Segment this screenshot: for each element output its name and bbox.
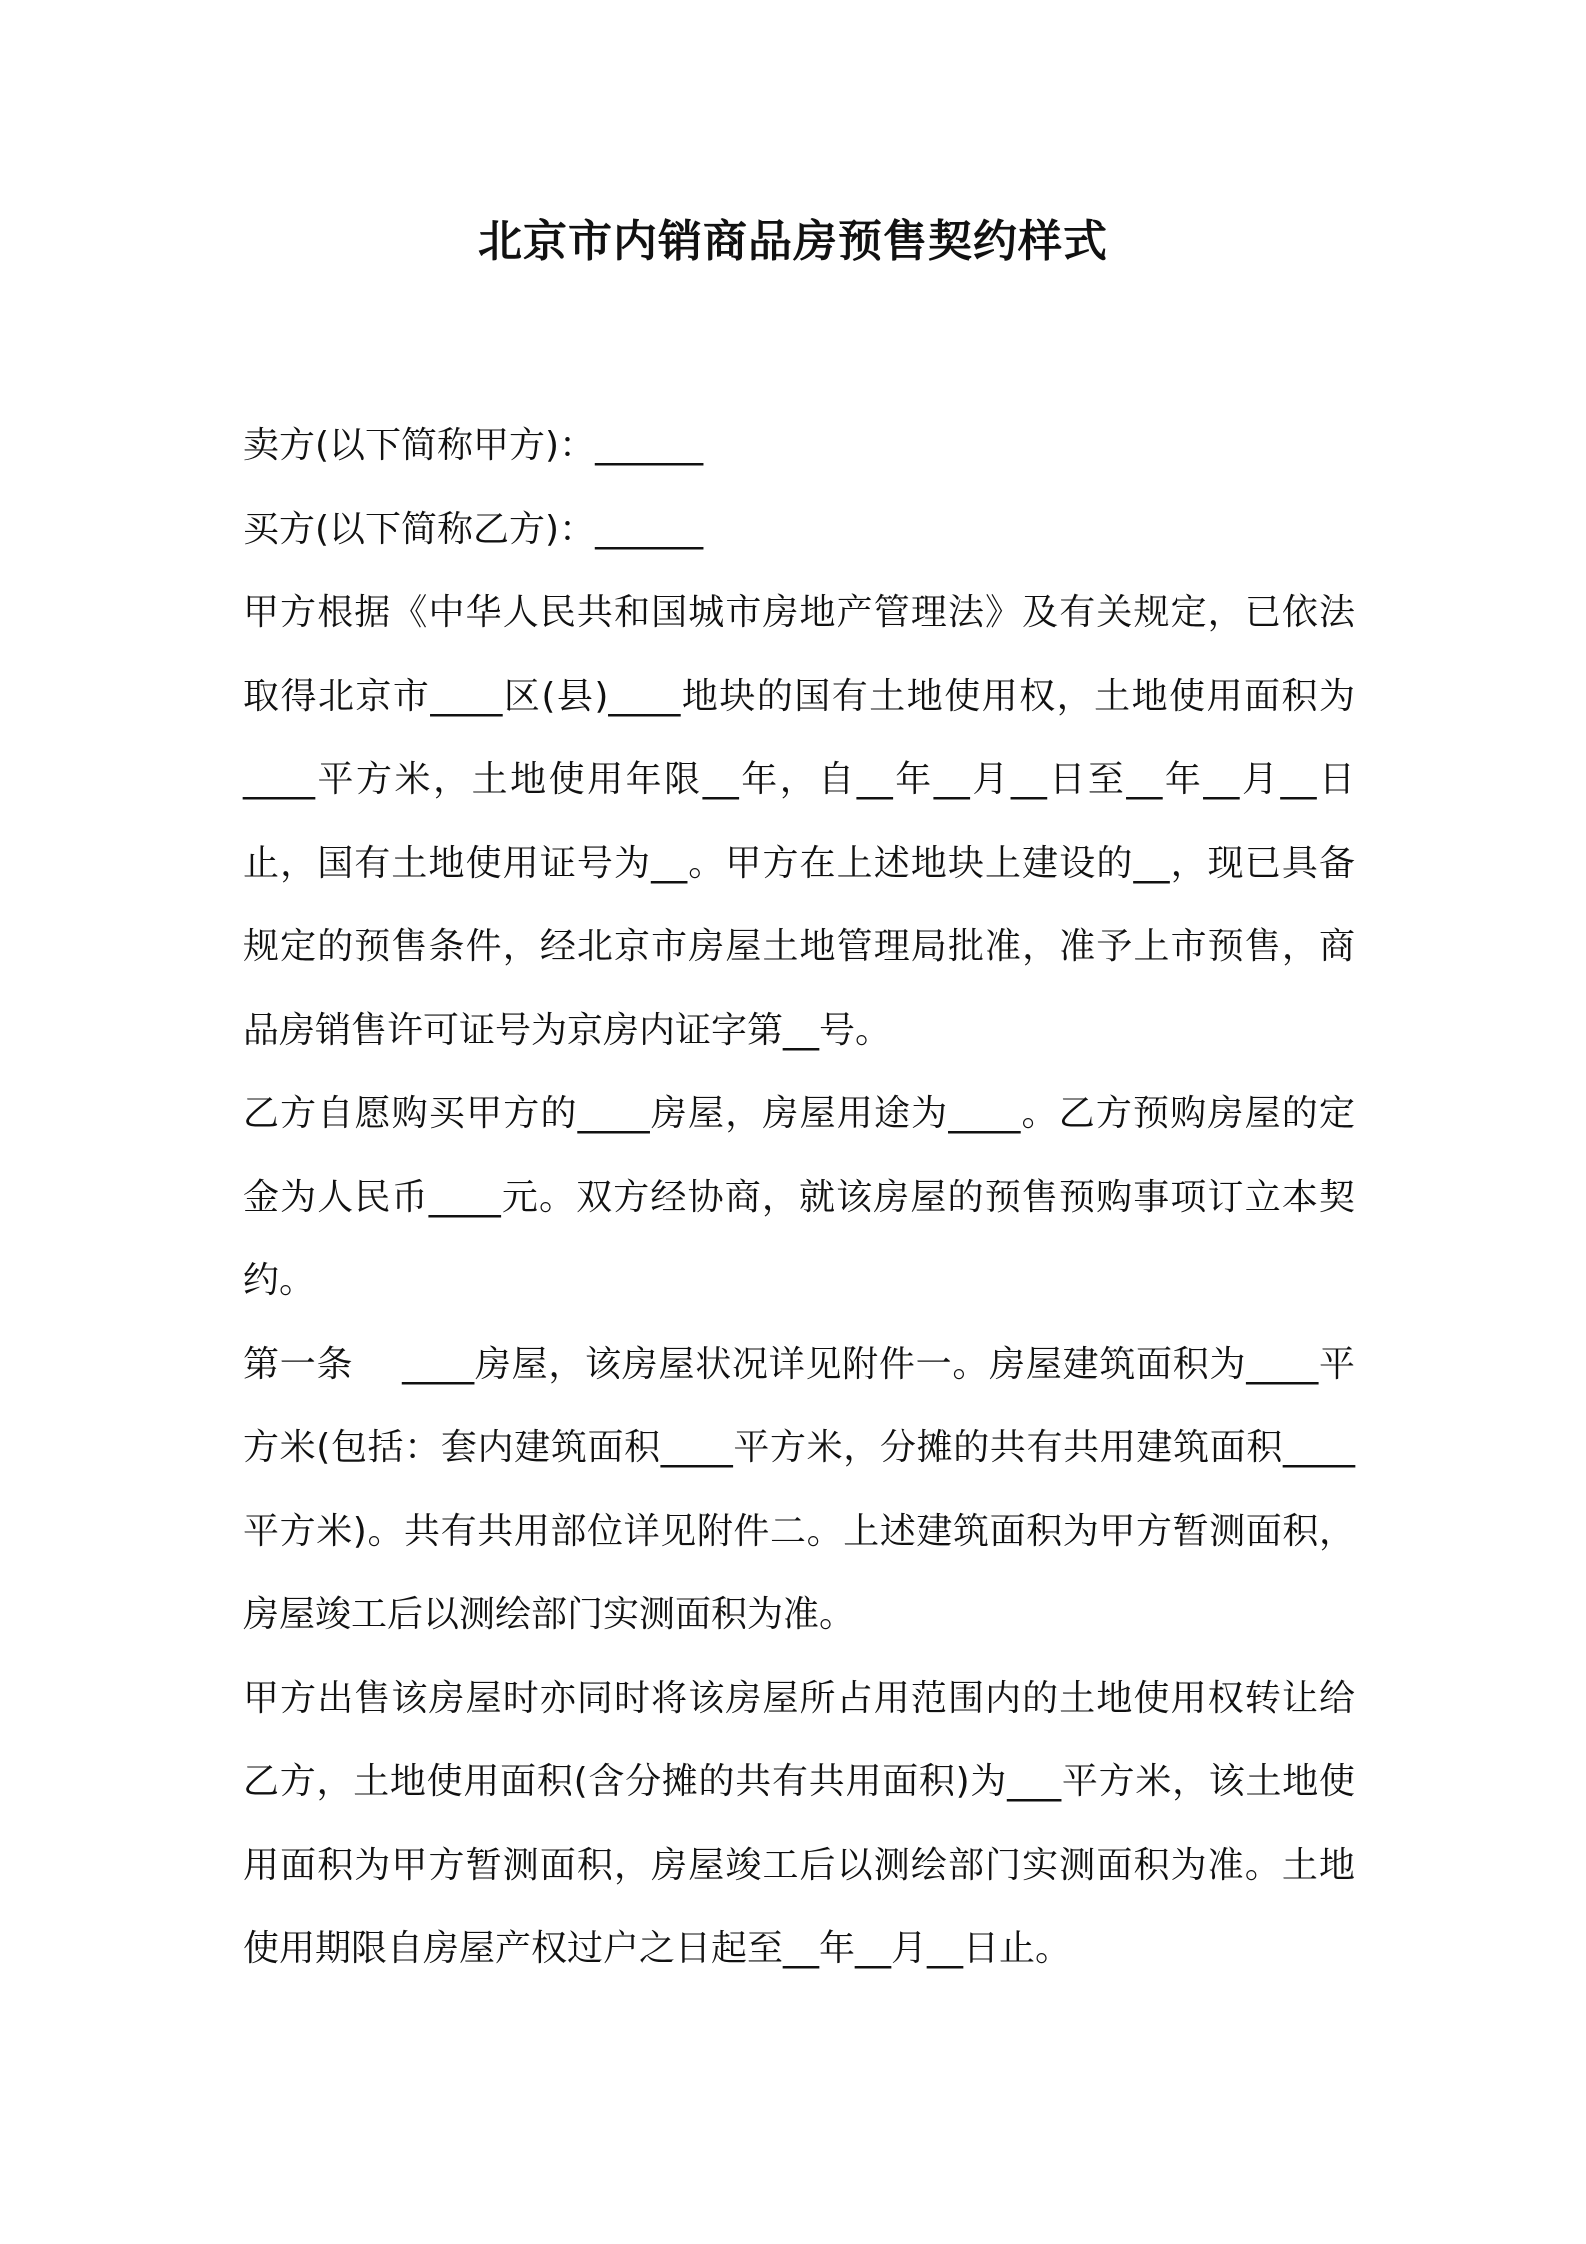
seller-line: 卖方(以下简称甲方)：______ [243, 425, 704, 466]
buyer-line: 买方(以下简称乙方)：______ [243, 508, 704, 550]
document-body [243, 404, 1355, 1991]
document-title: 北京市内销商品房预售契约样式 [478, 216, 1108, 267]
land-use-paragraph: 甲方根据《中华人民共和国城市房地产管理法》及有关规定，已依法取得北京市____区(县)____地块的国有土地使用权，土地使用面积为____平方米，土地使用年限__年，自__年__月__日至__年__月__日止，国有土地使用证号为__。甲方在上述地块上建设的__，现已具备规定的预售条件，经北京市房屋土地管理局批准，准予上市预售，商品房销售许可证号为京房内证字第__号。 [243, 592, 1355, 1051]
article-one-paragraph: 第一条 ____房屋，该房屋状况详见附件一。房屋建筑面积为____平方米(包括：套内建筑面积____平方米，分摊的共有共用建筑面积____平方米)。共有共用部位详见附件二。上述建筑面积为甲方暂测面积，房屋竣工后以测绘部门实测面积为准。 [243, 1343, 1355, 1635]
purchase-paragraph: 乙方自愿购买甲方的____房屋，房屋用途为____。乙方预购房屋的定金为人民币____元。双方经协商，就该房屋的预售预购事项订立本契约。 [243, 1093, 1355, 1301]
land-transfer-paragraph: 甲方出售该房屋时亦同时将该房屋所占用范围内的土地使用权转让给乙方，土地使用面积(含分摊的共有共用面积)为___平方米，该土地使用面积为甲方暂测面积，房屋竣工后以测绘部门实测面积为准。土地使用期限自房屋产权过户之日起至__年__月__日止。 [243, 1677, 1355, 1969]
